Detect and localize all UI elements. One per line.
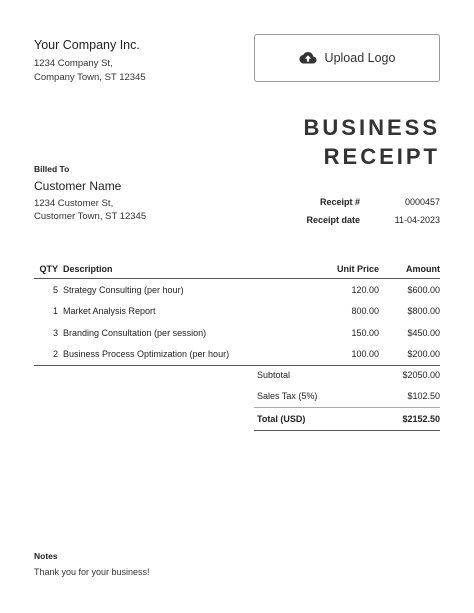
receipt-date-label: Receipt date — [306, 215, 360, 225]
total-label: Total (USD) — [257, 413, 306, 424]
subtotal-label: Subtotal — [257, 369, 291, 380]
receipt-date-value: 11-04-2023 — [394, 215, 440, 225]
billed-to-label: Billed To — [34, 164, 70, 174]
table-row — [34, 279, 440, 301]
amount-header: Amount — [406, 264, 440, 274]
notes-text: Thank you for your business! — [34, 567, 150, 577]
subtotal-value: $2050.00 — [402, 369, 440, 380]
table-row — [34, 322, 440, 344]
total-row — [254, 407, 440, 431]
customer-address-line2: Customer Town, ST 12345 — [34, 211, 147, 222]
row-unit-price: 150.00 — [351, 327, 379, 338]
subtotal-row — [254, 364, 440, 386]
row-description: Strategy Consulting (per hour) — [63, 284, 184, 295]
upload-logo-label: Upload Logo — [324, 51, 396, 65]
receipt-number-label: Receipt # — [319, 197, 360, 207]
unit-price-header: Unit Price — [336, 264, 379, 274]
row-description: Business Process Optimization (per hour) — [63, 349, 230, 360]
items-table — [34, 260, 440, 366]
row-amount: $600.00 — [407, 284, 440, 295]
row-description: Market Analysis Report — [63, 306, 156, 317]
totals-block — [254, 364, 440, 431]
row-amount: $450.00 — [407, 327, 440, 338]
items-header-row — [34, 260, 440, 279]
table-row — [34, 344, 440, 366]
row-qty: 5 — [52, 284, 58, 295]
total-value: $2152.50 — [402, 413, 440, 424]
sales-tax-value: $102.50 — [407, 391, 440, 402]
row-unit-price: 100.00 — [351, 349, 379, 360]
company-address-line2: Company Town, ST 12345 — [34, 72, 146, 83]
sales-tax-label: Sales Tax (5%) — [257, 391, 318, 402]
row-qty: 3 — [52, 327, 58, 338]
receipt-number-value: 0000457 — [404, 197, 440, 207]
title-line1: BUSINESS — [303, 115, 440, 140]
sales-tax-row — [254, 386, 440, 408]
qty-header: QTY — [39, 264, 58, 274]
receipt-number-row — [240, 193, 440, 211]
document-title — [304, 113, 440, 171]
receipt-date-row — [240, 211, 440, 229]
row-qty: 1 — [52, 306, 58, 317]
row-qty: 2 — [52, 349, 58, 360]
receipt-meta — [240, 193, 440, 229]
row-description: Branding Consultation (per session) — [63, 327, 207, 338]
row-amount: $800.00 — [407, 306, 440, 317]
row-unit-price: 800.00 — [351, 306, 379, 317]
customer-address-line1: 1234 Customer St, — [34, 198, 114, 209]
customer-name: Customer Name — [34, 179, 122, 193]
description-header: Description — [63, 264, 113, 274]
company-name: Your Company Inc. — [34, 38, 140, 52]
cloud-upload-icon — [299, 51, 317, 65]
row-unit-price: 120.00 — [351, 284, 379, 295]
upload-logo-button[interactable] — [254, 34, 440, 82]
title-line2: RECEIPT — [323, 144, 440, 169]
company-address-line1: 1234 Company St, — [34, 58, 113, 69]
notes-block — [34, 551, 150, 577]
notes-label: Notes — [34, 551, 58, 561]
table-row — [34, 301, 440, 323]
row-amount: $200.00 — [407, 349, 440, 360]
company-block — [34, 38, 146, 83]
